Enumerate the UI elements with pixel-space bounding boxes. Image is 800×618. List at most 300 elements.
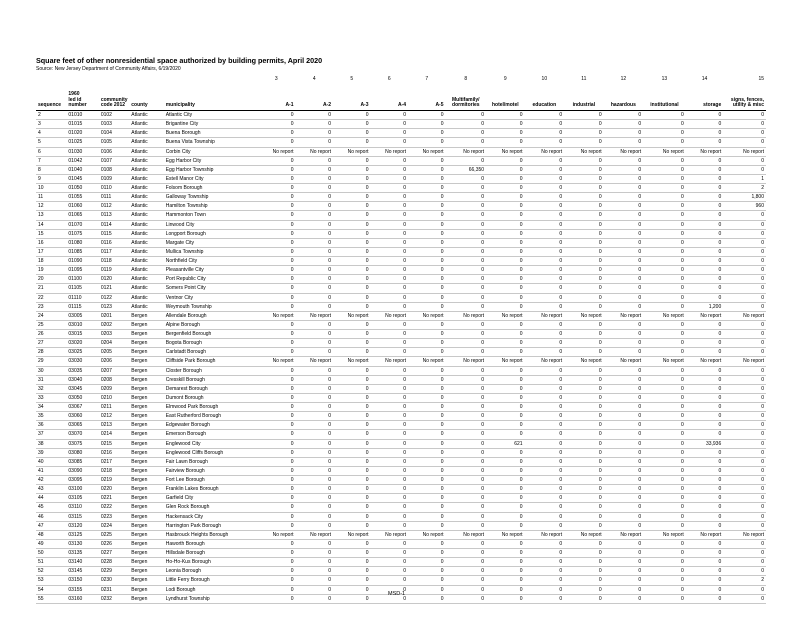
cell-value: No report — [257, 357, 296, 366]
cell-value: 0 — [446, 284, 487, 293]
cell-county: Bergen — [129, 366, 163, 375]
cell-county: Atlantic — [129, 275, 163, 284]
cell-community-code: 0123 — [99, 302, 129, 311]
cell-value: 0 — [723, 430, 766, 439]
cell-led-id: 01080 — [66, 238, 98, 247]
cell-value: 0 — [333, 174, 371, 183]
cell-value: 0 — [564, 512, 604, 521]
cell-value: 0 — [486, 339, 525, 348]
cell-value: 0 — [408, 567, 446, 576]
cell-sequence: 29 — [36, 357, 66, 366]
cell-community-code: 0206 — [99, 357, 129, 366]
cell-sequence: 30 — [36, 366, 66, 375]
cell-municipality: Bogota Borough — [164, 339, 257, 348]
table-row — [36, 147, 766, 156]
cell-value: 0 — [296, 220, 334, 229]
column-number: 3 — [274, 76, 278, 82]
cell-value: 0 — [723, 275, 766, 284]
cell-value: 0 — [686, 393, 724, 402]
cell-value: 0 — [723, 503, 766, 512]
cell-value: 0 — [686, 403, 724, 412]
cell-value: 0 — [604, 174, 644, 183]
cell-value: 0 — [446, 229, 487, 238]
cell-municipality: Buena Borough — [164, 129, 257, 138]
cell-value: No report — [296, 311, 334, 320]
cell-value: No report — [371, 147, 409, 156]
cell-value: 0 — [333, 430, 371, 439]
cell-value: No report — [723, 147, 766, 156]
cell-value: 0 — [643, 594, 686, 603]
cell-sequence: 13 — [36, 211, 66, 220]
cell-value: 0 — [371, 330, 409, 339]
cell-value: 0 — [643, 558, 686, 567]
cell-community-code: 0202 — [99, 320, 129, 329]
cell-community-code: 0107 — [99, 156, 129, 165]
header-storage: storage — [686, 83, 724, 111]
table-row — [36, 476, 766, 485]
cell-value: 0 — [446, 384, 487, 393]
cell-community-code: 0214 — [99, 430, 129, 439]
cell-value: No report — [525, 357, 565, 366]
table-row — [36, 339, 766, 348]
cell-value: 0 — [296, 156, 334, 165]
cell-community-code: 0108 — [99, 165, 129, 174]
cell-value: 0 — [371, 485, 409, 494]
cell-led-id: 01020 — [66, 129, 98, 138]
cell-county: Atlantic — [129, 211, 163, 220]
cell-value: 0 — [525, 202, 565, 211]
cell-sequence: 38 — [36, 439, 66, 448]
cell-value: 0 — [333, 457, 371, 466]
cell-value: 0 — [643, 275, 686, 284]
cell-value: 0 — [296, 238, 334, 247]
cell-value: 0 — [486, 275, 525, 284]
cell-value: 0 — [486, 193, 525, 202]
cell-value: 0 — [296, 494, 334, 503]
cell-led-id: 03110 — [66, 503, 98, 512]
cell-value: 0 — [371, 138, 409, 147]
cell-value: 0 — [257, 476, 296, 485]
cell-value: 0 — [371, 302, 409, 311]
cell-value: 0 — [525, 220, 565, 229]
cell-value: No report — [723, 311, 766, 320]
cell-value: 0 — [564, 539, 604, 548]
cell-value: 0 — [525, 174, 565, 183]
cell-value: 0 — [257, 193, 296, 202]
cell-value: 0 — [604, 375, 644, 384]
cell-led-id: 03085 — [66, 457, 98, 466]
cell-community-code: 0113 — [99, 211, 129, 220]
cell-community-code: 0105 — [99, 138, 129, 147]
cell-value: 0 — [686, 138, 724, 147]
cell-value: 0 — [296, 348, 334, 357]
cell-value: 0 — [564, 238, 604, 247]
cell-county: Atlantic — [129, 238, 163, 247]
cell-value: 0 — [296, 339, 334, 348]
cell-value: No report — [525, 311, 565, 320]
cell-county: Bergen — [129, 512, 163, 521]
cell-municipality: Hamilton Township — [164, 202, 257, 211]
cell-municipality: Hammonton Town — [164, 211, 257, 220]
cell-value: 0 — [686, 330, 724, 339]
cell-value: 0 — [408, 320, 446, 329]
cell-value: No report — [643, 530, 686, 539]
cell-value: 0 — [643, 512, 686, 521]
cell-value: 0 — [723, 165, 766, 174]
cell-value: 0 — [686, 375, 724, 384]
cell-county: Atlantic — [129, 120, 163, 129]
cell-sequence: 34 — [36, 403, 66, 412]
cell-value: 0 — [257, 211, 296, 220]
table-row — [36, 174, 766, 183]
header-a5: A-5 — [408, 83, 446, 111]
cell-value: 0 — [333, 156, 371, 165]
cell-sequence: 26 — [36, 330, 66, 339]
cell-led-id: 03025 — [66, 348, 98, 357]
cell-value: 0 — [604, 457, 644, 466]
cell-value: 0 — [686, 485, 724, 494]
cell-value: 0 — [296, 320, 334, 329]
cell-value: 0 — [333, 247, 371, 256]
cell-value: 0 — [723, 476, 766, 485]
cell-value: 0 — [486, 330, 525, 339]
column-number: 6 — [387, 76, 391, 82]
cell-value: 0 — [723, 247, 766, 256]
header-education: education — [525, 83, 565, 111]
cell-value: 0 — [257, 184, 296, 193]
cell-value: 0 — [333, 375, 371, 384]
cell-value: 0 — [686, 257, 724, 266]
cell-value: 0 — [564, 111, 604, 120]
cell-community-code: 0204 — [99, 339, 129, 348]
cell-value: 0 — [408, 412, 446, 421]
table-row — [36, 229, 766, 238]
cell-value: 0 — [333, 211, 371, 220]
cell-county: Bergen — [129, 485, 163, 494]
cell-value: 0 — [525, 567, 565, 576]
cell-value: 0 — [446, 174, 487, 183]
cell-value: 0 — [564, 257, 604, 266]
cell-value: 0 — [643, 257, 686, 266]
cell-value: 0 — [723, 549, 766, 558]
column-number: 15 — [758, 76, 764, 82]
cell-value: 0 — [257, 174, 296, 183]
cell-value: 0 — [686, 156, 724, 165]
cell-value: 0 — [525, 257, 565, 266]
cell-led-id: 03067 — [66, 403, 98, 412]
cell-value: 0 — [296, 257, 334, 266]
cell-value: 0 — [257, 448, 296, 457]
cell-value: 0 — [686, 558, 724, 567]
cell-value: 0 — [604, 257, 644, 266]
cell-value: 0 — [371, 576, 409, 585]
cell-value: 0 — [723, 375, 766, 384]
table-row — [36, 521, 766, 530]
cell-value: 0 — [564, 567, 604, 576]
cell-value: 0 — [446, 393, 487, 402]
table-row — [36, 284, 766, 293]
cell-value: 0 — [446, 375, 487, 384]
cell-value: 0 — [257, 439, 296, 448]
cell-value: 0 — [296, 375, 334, 384]
cell-value: 0 — [486, 284, 525, 293]
column-number: 10 — [541, 76, 548, 82]
cell-value: 0 — [564, 421, 604, 430]
cell-value: 0 — [686, 521, 724, 530]
cell-value: No report — [686, 357, 724, 366]
cell-value: 0 — [486, 476, 525, 485]
cell-value: 0 — [408, 485, 446, 494]
cell-value: No report — [686, 530, 724, 539]
cell-value: 0 — [604, 494, 644, 503]
cell-sequence: 48 — [36, 530, 66, 539]
cell-led-id: 03120 — [66, 521, 98, 530]
cell-value: 0 — [486, 302, 525, 311]
cell-led-id: 03030 — [66, 357, 98, 366]
cell-value: 0 — [723, 558, 766, 567]
cell-value: 0 — [408, 494, 446, 503]
cell-value: 0 — [643, 375, 686, 384]
table-row — [36, 266, 766, 275]
cell-community-code: 0220 — [99, 485, 129, 494]
cell-value: 0 — [604, 320, 644, 329]
cell-county: Bergen — [129, 439, 163, 448]
cell-value: No report — [604, 147, 644, 156]
cell-value: 0 — [371, 412, 409, 421]
cell-value: 0 — [604, 366, 644, 375]
cell-sequence: 33 — [36, 393, 66, 402]
cell-value: 0 — [564, 320, 604, 329]
cell-value: 0 — [564, 156, 604, 165]
table-row — [36, 202, 766, 211]
cell-county: Atlantic — [129, 129, 163, 138]
cell-value: 0 — [525, 421, 565, 430]
table-row — [36, 129, 766, 138]
cell-value: 0 — [525, 494, 565, 503]
cell-value: 0 — [525, 275, 565, 284]
cell-value: 0 — [723, 220, 766, 229]
cell-sequence: 8 — [36, 165, 66, 174]
cell-value: 0 — [564, 275, 604, 284]
cell-led-id: 01090 — [66, 257, 98, 266]
table-row — [36, 439, 766, 448]
cell-value: 0 — [371, 284, 409, 293]
cell-value: 0 — [446, 457, 487, 466]
cell-value: 0 — [604, 421, 644, 430]
cell-value: 0 — [408, 238, 446, 247]
cell-value: 0 — [564, 165, 604, 174]
cell-value: 0 — [643, 320, 686, 329]
cell-value: No report — [371, 530, 409, 539]
cell-value: 0 — [643, 384, 686, 393]
cell-value: 0 — [525, 238, 565, 247]
cell-value: 0 — [686, 165, 724, 174]
cell-community-code: 0219 — [99, 476, 129, 485]
cell-value: 0 — [333, 539, 371, 548]
header-institutional: institutional — [643, 83, 686, 111]
cell-value: 0 — [408, 594, 446, 603]
header-a2: A-2 — [296, 83, 334, 111]
cell-value: 0 — [486, 466, 525, 475]
cell-community-code: 0207 — [99, 366, 129, 375]
cell-value: 0 — [486, 503, 525, 512]
cell-led-id: 01015 — [66, 120, 98, 129]
cell-led-id: 03150 — [66, 576, 98, 585]
cell-value: 0 — [486, 539, 525, 548]
cell-value: 0 — [486, 485, 525, 494]
cell-value: 0 — [333, 330, 371, 339]
cell-sequence: 20 — [36, 275, 66, 284]
column-number: 4 — [312, 76, 316, 82]
cell-sequence: 27 — [36, 339, 66, 348]
cell-sequence: 43 — [36, 485, 66, 494]
cell-value: 0 — [296, 585, 334, 594]
cell-value: 0 — [604, 211, 644, 220]
cell-value: 0 — [296, 403, 334, 412]
cell-community-code: 0205 — [99, 348, 129, 357]
cell-county: Bergen — [129, 594, 163, 603]
cell-value: 0 — [257, 339, 296, 348]
cell-municipality: Longport Borough — [164, 229, 257, 238]
cell-value: 0 — [296, 576, 334, 585]
cell-value: 0 — [408, 348, 446, 357]
cell-sequence: 2 — [36, 111, 66, 120]
cell-value: 0 — [486, 393, 525, 402]
cell-value: 0 — [333, 339, 371, 348]
cell-led-id: 03080 — [66, 448, 98, 457]
cell-value: 0 — [333, 320, 371, 329]
column-number: 12 — [620, 76, 627, 82]
cell-value: 0 — [371, 448, 409, 457]
cell-value: 0 — [723, 594, 766, 603]
cell-value: 0 — [333, 521, 371, 530]
cell-value: 0 — [643, 129, 686, 138]
cell-value: 0 — [686, 421, 724, 430]
cell-value: 0 — [723, 457, 766, 466]
cell-value: 0 — [257, 129, 296, 138]
cell-value: 0 — [446, 558, 487, 567]
cell-value: 0 — [408, 111, 446, 120]
cell-sequence: 15 — [36, 229, 66, 238]
cell-value: 0 — [486, 430, 525, 439]
cell-value: 0 — [564, 503, 604, 512]
cell-value: 0 — [296, 430, 334, 439]
cell-value: 0 — [564, 302, 604, 311]
cell-value: 0 — [564, 211, 604, 220]
cell-value: 0 — [408, 129, 446, 138]
cell-value: 0 — [486, 585, 525, 594]
cell-value: 0 — [564, 439, 604, 448]
cell-value: 0 — [446, 339, 487, 348]
cell-value: 0 — [525, 339, 565, 348]
cell-value: 0 — [525, 320, 565, 329]
cell-value: 0 — [408, 138, 446, 147]
cell-value: No report — [257, 530, 296, 539]
cell-value: 0 — [446, 421, 487, 430]
cell-value: 0 — [486, 348, 525, 357]
table-row — [36, 275, 766, 284]
cell-value: 0 — [525, 466, 565, 475]
cell-value: No report — [686, 311, 724, 320]
table-row — [36, 412, 766, 421]
cell-value: 0 — [604, 184, 644, 193]
cell-value: 0 — [486, 129, 525, 138]
cell-value: 0 — [446, 111, 487, 120]
cell-value: 0 — [296, 594, 334, 603]
cell-value: 0 — [408, 366, 446, 375]
cell-value: 0 — [643, 220, 686, 229]
cell-value: 0 — [408, 211, 446, 220]
cell-value: 0 — [525, 576, 565, 585]
cell-community-code: 0209 — [99, 384, 129, 393]
cell-county: Atlantic — [129, 284, 163, 293]
cell-value: 0 — [257, 320, 296, 329]
cell-value: 0 — [723, 567, 766, 576]
cell-value: 0 — [333, 293, 371, 302]
cell-value: 0 — [486, 238, 525, 247]
cell-sequence: 19 — [36, 266, 66, 275]
cell-value: 0 — [257, 247, 296, 256]
cell-value: 0 — [408, 257, 446, 266]
cell-value: 0 — [564, 138, 604, 147]
cell-county: Atlantic — [129, 266, 163, 275]
column-number: 14 — [701, 76, 708, 82]
cell-sequence: 51 — [36, 558, 66, 567]
cell-led-id: 03115 — [66, 512, 98, 521]
cell-sequence: 14 — [36, 220, 66, 229]
cell-value: 0 — [686, 366, 724, 375]
cell-value: 0 — [525, 512, 565, 521]
cell-value: 0 — [525, 120, 565, 129]
cell-value: 0 — [371, 184, 409, 193]
cell-value: 0 — [408, 293, 446, 302]
cell-value: 0 — [296, 247, 334, 256]
cell-value: 0 — [257, 558, 296, 567]
cell-value: 0 — [604, 229, 644, 238]
cell-sequence: 10 — [36, 184, 66, 193]
cell-value: 0 — [643, 138, 686, 147]
cell-value: 0 — [257, 220, 296, 229]
table-row — [36, 320, 766, 329]
cell-value: 0 — [408, 384, 446, 393]
cell-value: 0 — [525, 539, 565, 548]
cell-value: 0 — [643, 202, 686, 211]
table-row — [36, 257, 766, 266]
header-row — [36, 83, 766, 111]
cell-value: 0 — [564, 576, 604, 585]
cell-county: Atlantic — [129, 257, 163, 266]
column-number: 8 — [464, 76, 468, 82]
cell-value: No report — [564, 147, 604, 156]
cell-value: 0 — [723, 266, 766, 275]
cell-municipality: Ventnor City — [164, 293, 257, 302]
cell-community-code: 0208 — [99, 375, 129, 384]
cell-led-id: 03095 — [66, 476, 98, 485]
cell-value: 0 — [408, 539, 446, 548]
cell-value: 0 — [604, 202, 644, 211]
cell-value: 0 — [604, 521, 644, 530]
cell-county: Bergen — [129, 558, 163, 567]
cell-value: 0 — [257, 393, 296, 402]
cell-community-code: 0102 — [99, 111, 129, 120]
cell-value: 0 — [446, 320, 487, 329]
cell-value: 0 — [408, 156, 446, 165]
cell-value: 0 — [333, 193, 371, 202]
page-footer: MSD-1 — [388, 591, 406, 597]
cell-value: 0 — [604, 138, 644, 147]
table-row — [36, 156, 766, 165]
cell-led-id: 03140 — [66, 558, 98, 567]
